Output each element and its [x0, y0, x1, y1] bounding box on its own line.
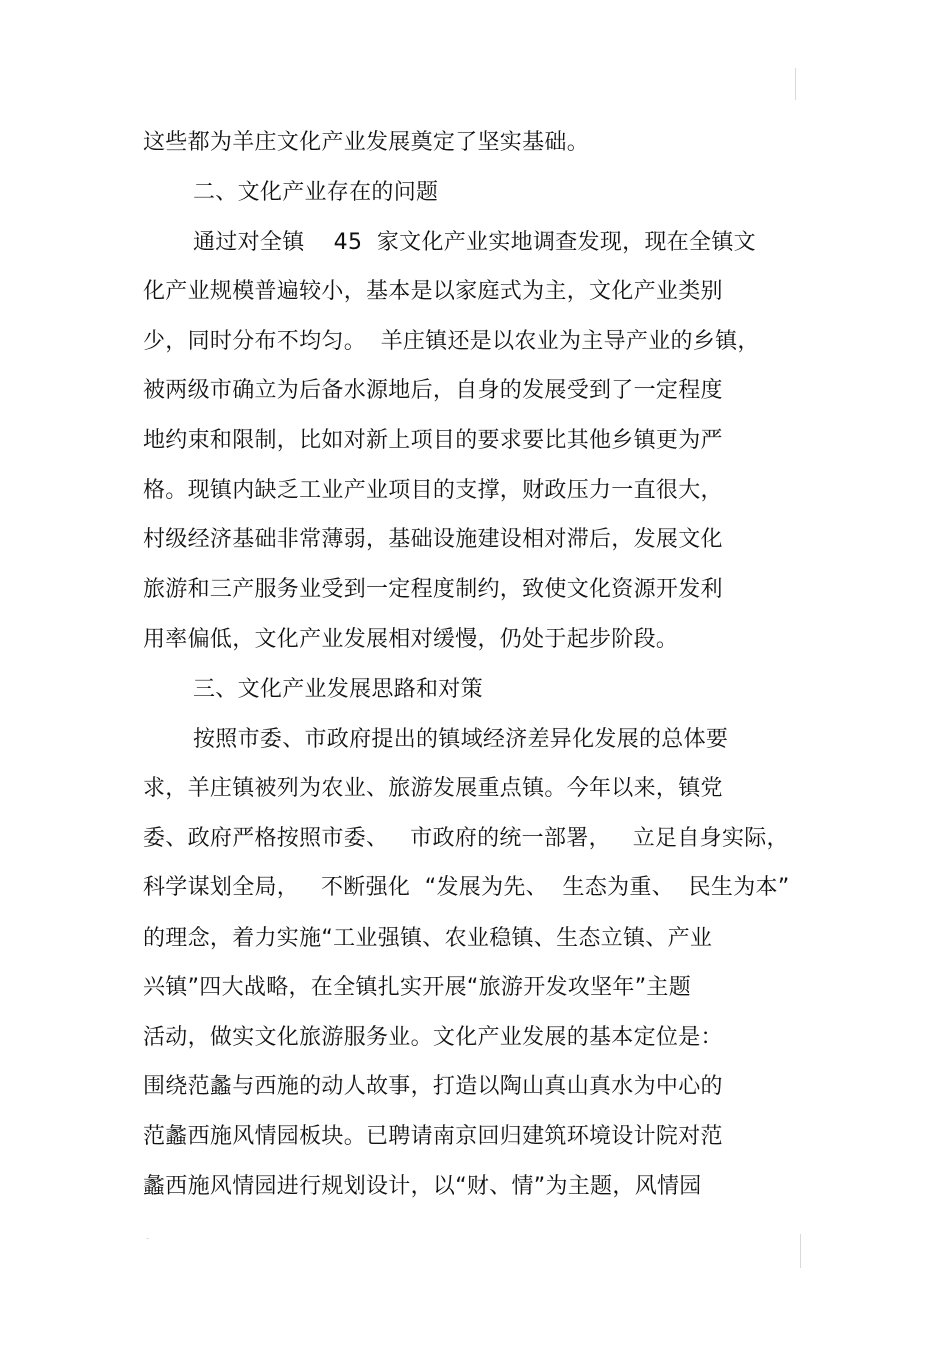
- body-text-line: 被两级市确立为后备水源地后，自身的发展受到了一定程度: [143, 378, 723, 403]
- page-edge-mark: [795, 68, 796, 100]
- body-text-line: 地约束和限制，比如对新上项目的要求要比其他乡镇更为严: [143, 428, 723, 453]
- paragraph-first-line: 按照市委、市政府提出的镇域经济差异化发展的总体要: [193, 727, 729, 752]
- page-edge-mark: [146, 1238, 149, 1239]
- body-text-line: 蠡西施风情园进行规划设计，以“财、情”为主题，风情园: [143, 1174, 702, 1199]
- section-heading-2: 二、文化产业存在的问题: [193, 180, 439, 205]
- body-text-line: 用率偏低，文化产业发展相对缓慢，仍处于起步阶段。: [143, 627, 679, 652]
- body-text-line: 格。现镇内缺乏工业产业项目的支撑，财政压力一直很大，: [143, 478, 723, 503]
- body-text-line: 围绕范蠡与西施的动人故事，打造以陶山真山真水为中心的: [143, 1074, 723, 1099]
- body-text-line: 兴镇”四大战略，在全镇扎实开展“旅游开发攻坚年”主题: [143, 975, 691, 1000]
- body-text-line: 的理念，着力实施“工业强镇、农业稳镇、生态立镇、产业: [143, 926, 713, 951]
- page-edge-mark: [800, 1234, 801, 1268]
- paragraph-first-line: 通过对全镇 45 家文化产业实地调查发现，现在全镇文: [193, 230, 756, 255]
- body-text-line: 求，羊庄镇被列为农业、旅游发展重点镇。今年以来，镇党: [143, 776, 723, 801]
- body-text-line: 村级经济基础非常薄弱，基础设施建设相对滞后，发展文化: [143, 527, 723, 552]
- body-text-line: 科学谋划全局， 不断强化 “发展为先、 生态为重、 民生为本”: [143, 875, 790, 900]
- body-text-line: 少，同时分布不均匀。 羊庄镇还是以农业为主导产业的乡镇，: [143, 329, 760, 354]
- body-text-line: 委、政府严格按照市委、 市政府的统一部署， 立足自身实际，: [143, 826, 789, 851]
- body-text-line: 化产业规模普遍较小，基本是以家庭式为主，文化产业类别: [143, 279, 723, 304]
- body-text-line: 这些都为羊庄文化产业发展奠定了坚实基础。: [143, 130, 590, 155]
- body-text-line: 范蠡西施风情园板块。已聘请南京回归建筑环境设计院对范: [143, 1124, 723, 1149]
- body-text-line: 旅游和三产服务业受到一定程度制约，致使文化资源开发利: [143, 577, 723, 602]
- section-heading-3: 三、文化产业发展思路和对策: [193, 677, 483, 702]
- body-text-line: 活动，做实文化旅游服务业。文化产业发展的基本定位是：: [143, 1025, 723, 1050]
